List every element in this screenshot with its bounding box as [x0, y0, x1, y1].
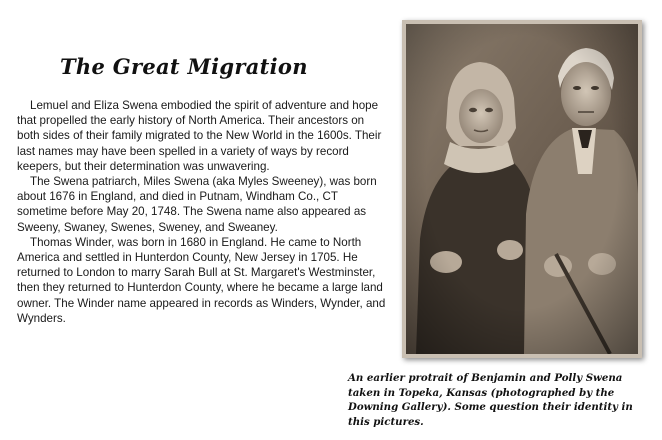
paragraph-miles-swena: The Swena patriarch, Miles Swena (aka Myles Sweeney), was born about 1676 in England, and died in Putnam, Windham Co., CT sometime before May 20, 1748. The Swena name also appeared as Sweeny, Swaney, Swenes, Sweney, and Sweaney.	[17, 175, 377, 234]
article-body	[17, 98, 389, 326]
page-title: The Great Migration	[60, 54, 308, 79]
photo-vignette	[406, 24, 638, 354]
portrait-image	[406, 24, 638, 354]
portrait-photo	[402, 20, 642, 358]
photo-caption: An earlier protrait of Benjamin and Polly Swena taken in Topeka, Kansas (photographed by the Downing Gallery). Some question their identity in this pictures.	[348, 372, 633, 428]
paragraph-lemuel-eliza: Lemuel and Eliza Swena embodied the spirit of adventure and hope that propelled the early history of North America. Their ancestors on both sides of their family migrated to the New World in the 1600s. Their last names may have been spelled in a variety of ways by record keepers, but their determination was unwavering.	[17, 99, 382, 173]
paragraph-thomas-winder: Thomas Winder, was born in 1680 in England. He came to North America and settled in Hunterdon County, New Jersey in 1705. He returned to London to marry Sarah Bull at St. Margaret's Westminster, then they returned to Hunterdon County, where he became a large land owner. The Winder name appeared in records as Winders, Wynder, and Wynders.	[17, 235, 386, 325]
